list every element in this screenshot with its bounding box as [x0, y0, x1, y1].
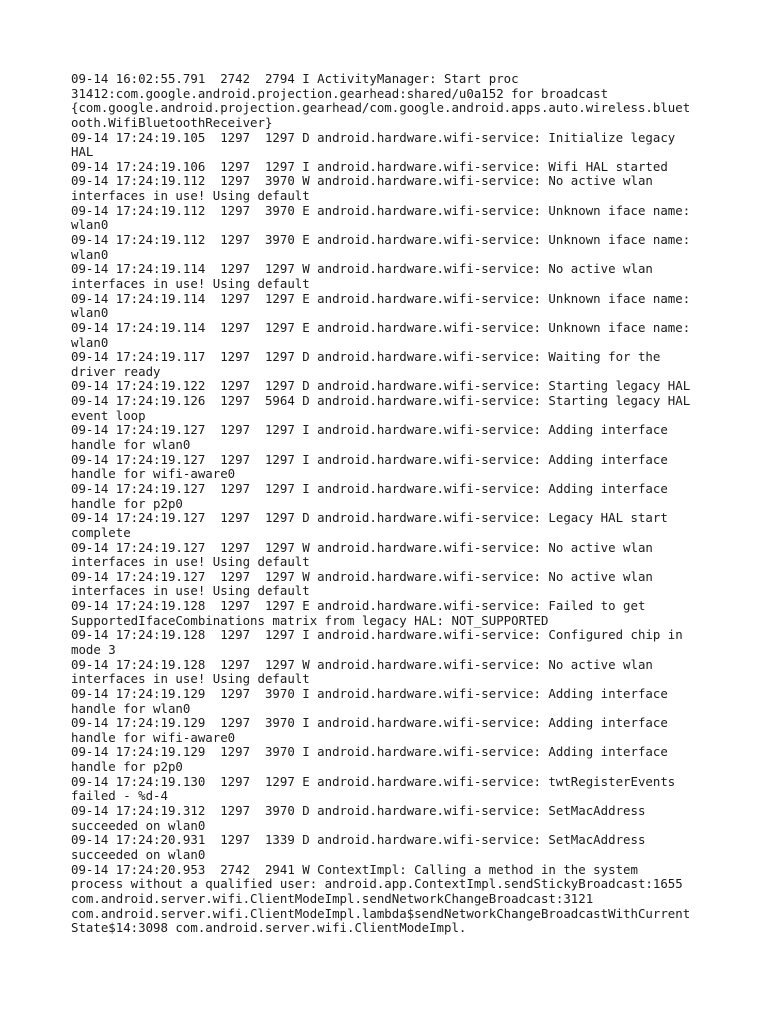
- log-line: 09-14 17:24:19.129 1297 3970 I android.hardware.wifi-service: Adding interface: [71, 685, 668, 701]
- log-line: 09-14 17:24:19.127 1297 1297 D android.hardware.wifi-service: Legacy HAL start: [71, 510, 668, 526]
- log-line: com.android.server.wifi.ClientModeImpl.lambda$sendNetworkChangeBroadcastWithCurrent: [71, 905, 691, 921]
- log-line: 09-14 17:24:19.112 1297 3970 W android.hardware.wifi-service: No active wlan: [71, 173, 653, 189]
- log-text-block: [71, 72, 711, 936]
- log-line: 09-14 17:24:19.128 1297 1297 E android.hardware.wifi-service: Failed to get: [71, 598, 646, 614]
- log-line: 09-14 17:24:20.931 1297 1339 D android.hardware.wifi-service: SetMacAddress: [71, 832, 646, 848]
- log-line: handle for wlan0: [71, 700, 191, 716]
- log-line: handle for wifi-aware0: [71, 729, 236, 745]
- log-line: 09-14 17:24:19.126 1297 5964 D android.hardware.wifi-service: Starting legacy HAL: [71, 393, 691, 409]
- log-line: wlan0: [71, 305, 109, 321]
- log-line: 09-14 17:24:19.114 1297 1297 W android.hardware.wifi-service: No active wlan: [71, 261, 653, 277]
- log-line: com.android.server.wifi.ClientModeImpl.sendNetworkChangeBroadcast:3121: [71, 890, 594, 906]
- log-line: 09-14 17:24:19.127 1297 1297 I android.hardware.wifi-service: Adding interface: [71, 422, 668, 438]
- log-line: SupportedIfaceCombinations matrix from legacy HAL: NOT_SUPPORTED: [71, 612, 549, 628]
- log-line: 09-14 17:24:19.129 1297 3970 I android.hardware.wifi-service: Adding interface: [71, 744, 668, 760]
- log-line: wlan0: [71, 217, 109, 233]
- log-line: mode 3: [71, 641, 116, 657]
- log-line: interfaces in use! Using default: [71, 554, 310, 570]
- log-line: {com.google.android.projection.gearhead/com.google.android.apps.auto.wireless.bluet: [71, 100, 691, 116]
- log-line: State$14:3098 com.android.server.wifi.ClientModeImpl.: [71, 920, 467, 936]
- log-line: ooth.WifiBluetoothReceiver}: [71, 114, 273, 130]
- log-line: HAL: [71, 144, 94, 160]
- log-line: 09-14 17:24:19.129 1297 3970 I android.hardware.wifi-service: Adding interface: [71, 715, 668, 731]
- log-line: 09-14 17:24:19.122 1297 1297 D android.hardware.wifi-service: Starting legacy HAL: [71, 378, 691, 394]
- log-line: failed - %d-4: [71, 788, 168, 804]
- log-line: event loop: [71, 407, 146, 423]
- log-line: interfaces in use! Using default: [71, 671, 310, 687]
- log-line: interfaces in use! Using default: [71, 583, 310, 599]
- log-line: 09-14 17:24:19.127 1297 1297 I android.hardware.wifi-service: Adding interface: [71, 480, 668, 496]
- log-line: 09-14 17:24:19.127 1297 1297 W android.hardware.wifi-service: No active wlan: [71, 539, 653, 555]
- log-line: 09-14 17:24:19.105 1297 1297 D android.hardware.wifi-service: Initialize legacy: [71, 129, 676, 145]
- log-line: 09-14 17:24:19.117 1297 1297 D android.hardware.wifi-service: Waiting for the: [71, 349, 661, 365]
- log-line: 09-14 17:24:19.127 1297 1297 W android.hardware.wifi-service: No active wlan: [71, 568, 653, 584]
- log-line: complete: [71, 524, 131, 540]
- log-line: 09-14 17:24:19.130 1297 1297 E android.hardware.wifi-service: twtRegisterEvents: [71, 773, 676, 789]
- log-line: succeeded on wlan0: [71, 846, 206, 862]
- log-line: handle for p2p0: [71, 495, 183, 511]
- log-line: 09-14 17:24:19.127 1297 1297 I android.hardware.wifi-service: Adding interface: [71, 451, 668, 467]
- log-line: handle for wlan0: [71, 437, 191, 453]
- log-line: 09-14 17:24:19.112 1297 3970 E android.hardware.wifi-service: Unknown iface name:: [71, 232, 691, 248]
- log-line: 31412:com.google.android.projection.gearhead:shared/u0a152 for broadcast: [71, 85, 609, 101]
- log-line: 09-14 17:24:19.112 1297 3970 E android.hardware.wifi-service: Unknown iface name:: [71, 202, 691, 218]
- log-line: process without a qualified user: android.app.ContextImpl.sendStickyBroadcast:1655: [71, 876, 683, 892]
- log-line: 09-14 17:24:19.114 1297 1297 E android.hardware.wifi-service: Unknown iface name:: [71, 290, 691, 306]
- log-line: succeeded on wlan0: [71, 817, 206, 833]
- log-line: handle for p2p0: [71, 759, 183, 775]
- log-line: wlan0: [71, 246, 109, 262]
- log-line: 09-14 17:24:19.312 1297 3970 D android.hardware.wifi-service: SetMacAddress: [71, 803, 646, 819]
- log-line: 09-14 17:24:20.953 2742 2941 W ContextImpl: Calling a method in the system: [71, 861, 638, 877]
- log-line: driver ready: [71, 363, 161, 379]
- log-line: 09-14 17:24:19.106 1297 1297 I android.hardware.wifi-service: Wifi HAL started: [71, 158, 668, 174]
- log-line: handle for wifi-aware0: [71, 466, 236, 482]
- log-line: 09-14 17:24:19.114 1297 1297 E android.hardware.wifi-service: Unknown iface name:: [71, 319, 691, 335]
- log-line: interfaces in use! Using default: [71, 188, 310, 204]
- log-line: 09-14 17:24:19.128 1297 1297 I android.hardware.wifi-service: Configured chip in: [71, 627, 683, 643]
- log-line: interfaces in use! Using default: [71, 275, 310, 291]
- log-line: 09-14 17:24:19.128 1297 1297 W android.hardware.wifi-service: No active wlan: [71, 656, 653, 672]
- log-line: 09-14 16:02:55.791 2742 2794 I ActivityManager: Start proc: [71, 71, 519, 86]
- log-line: wlan0: [71, 334, 109, 350]
